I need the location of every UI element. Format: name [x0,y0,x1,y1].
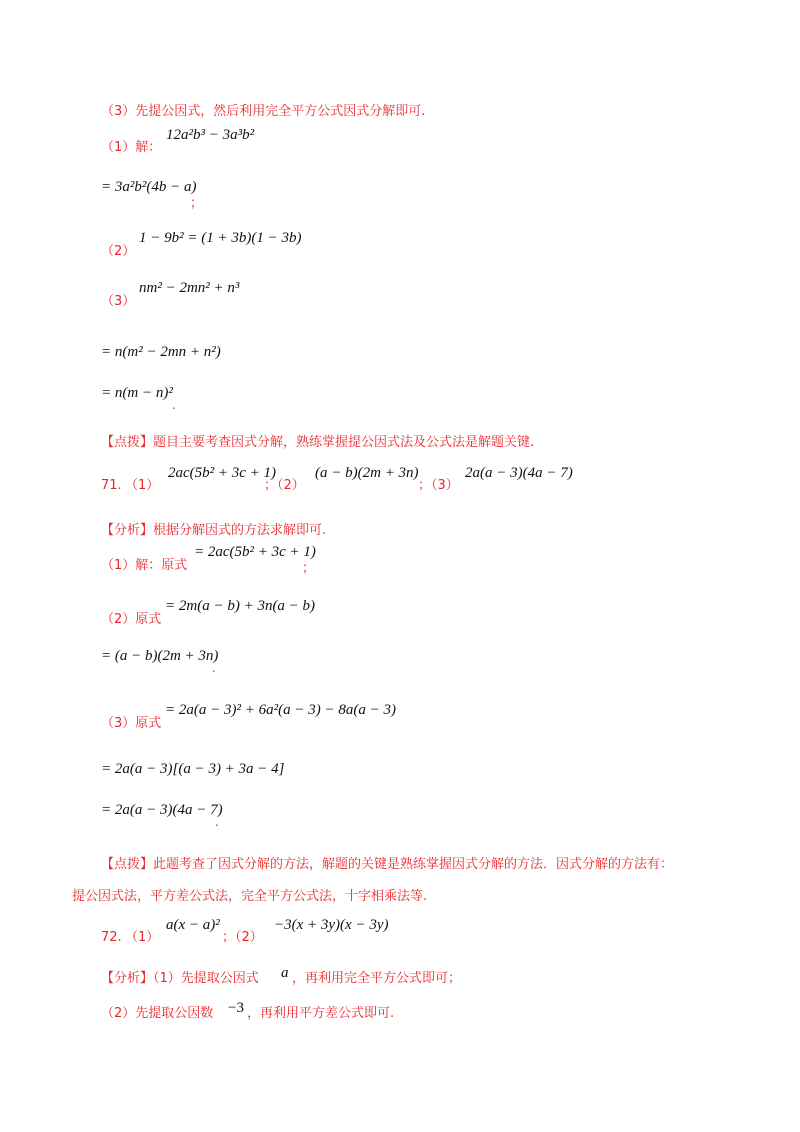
variable-a: a [281,965,289,981]
step-factor-n: = n(m² − 2mn + n²) [101,344,221,360]
difference-of-squares: 1 − 9b² = (1 + 3b)(1 − 3b) [139,230,302,246]
answer-71-1-label: （1） [125,478,160,493]
solution-71-1-label: （1）解：原式 [101,558,188,573]
answer-71-2-label: ；（2） [264,478,305,493]
answer-71-3: 2a(a − 3)(4a − 7) [465,465,573,481]
part-2-label: （2） [101,244,136,259]
semicolon: ； [190,196,204,211]
period: . [212,661,216,676]
solution-71-2-label: （2）原式 [101,612,162,627]
answer-72-1-label: （1） [125,930,160,945]
answer-71-2: (a − b)(2m + 3n) [315,465,419,481]
solution-71-2-step1: = 2m(a − b) + 3n(a − b) [165,598,316,614]
solution-71-1: = 2ac(5b² + 3c + 1) [194,544,316,560]
part-1-solution-label: （1）解： [101,140,162,155]
semicolon: ； [302,561,316,576]
solution-71-3-step2: = 2a(a − 3)[(a − 3) + 3a − 4] [101,761,285,777]
part-3-label: （3） [101,294,136,309]
answer-71-3-label: ；（3） [418,478,459,493]
answer-72-2: −3(x + 3y)(x − 3y) [274,917,389,933]
answer-72-2-label: ；（2） [222,930,263,945]
answer-72-1: a(x − a)² [166,917,220,933]
solution-71-3-result: = 2a(a − 3)(4a − 7) [101,802,223,818]
analysis-72-part2-tail: ，再利用平方差公式即可. [247,1006,395,1021]
tip-note-71-line1: 【点拨】此题考查了因式分解的方法，解题的关键是熟练掌握因式分解的方法．因式分解的方法有： [101,857,674,872]
analysis-72-part1-tail: ，再利用完全平方公式即可； [292,971,462,986]
solution-71-3-step1: = 2a(a − 3)² + 6a²(a − 3) − 8a(a − 3) [165,702,396,718]
result-3a2b2: = 3a²b²(4b − a) [101,179,197,195]
expression-12a2b3: 12a²b³ − 3a³b² [166,127,255,143]
expression-nm2: nm² − 2mn² + n³ [139,280,240,296]
factor-minus-3: −3 [228,1000,244,1016]
question-number-72: 72. [101,930,122,945]
answer-71-1: 2ac(5b² + 3c + 1) [168,465,277,481]
period: . [172,398,176,413]
tip-note-70: 【点拨】题目主要考查因式分解，熟练掌握提公因式法及公式法是解题关键. [101,435,535,450]
analysis-71: 【分析】根据分解因式的方法求解即可. [101,523,327,538]
tip-note-71-line2: 提公因式法，平方差公式法，完全平方公式法，十字相乘法等. [72,889,428,904]
step-3-hint: （3）先提公因式，然后利用完全平方公式因式分解即可. [101,104,426,119]
solution-71-2-result: = (a − b)(2m + 3n) [101,648,219,664]
analysis-72-part1-label: 【分析】（1）先提取公因式 [101,971,259,986]
result-n-m-minus-n-squared: = n(m − n)² [101,385,173,401]
question-number-71: 71. [101,478,122,493]
period: . [215,815,219,830]
analysis-72-part2-label: （2）先提取公因数 [101,1006,214,1021]
solution-71-3-label: （3）原式 [101,716,162,731]
